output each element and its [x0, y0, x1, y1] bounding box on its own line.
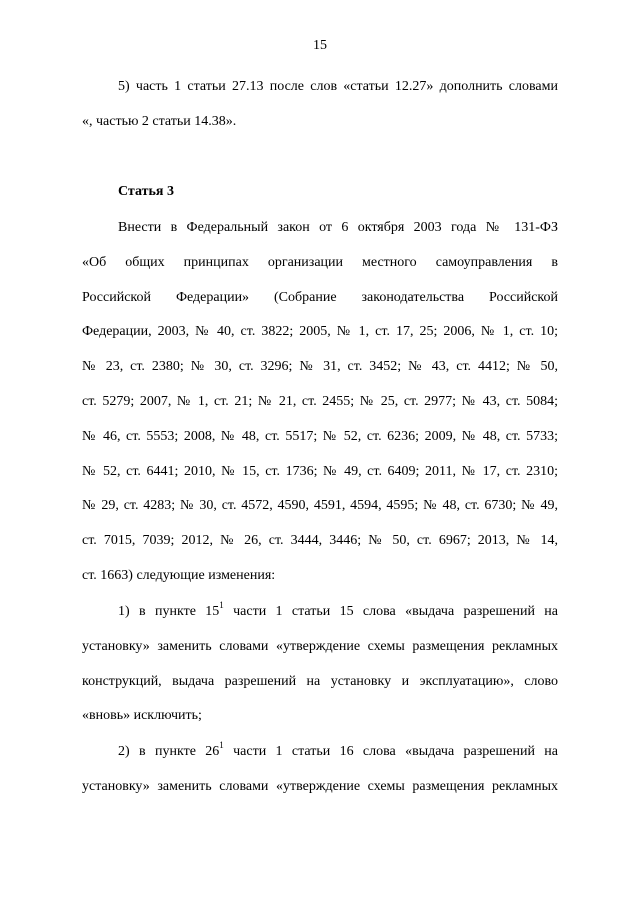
amendment-2-superscript: 1	[219, 740, 224, 751]
article-line-9: № 29, ст. 4283; № 30, ст. 4572, 4590, 4591, 4594, 4595; № 48, ст. 6730; № 49,	[82, 498, 558, 513]
amendment-1-pre: 1) в пункте 15	[118, 604, 220, 619]
article-line-4: Федерации, 2003, № 40, ст. 3822; 2005, № 1, ст. 17, 25; 2006, № 1, ст. 10;	[82, 324, 558, 339]
article-heading: Статья 3	[118, 184, 174, 199]
article-line-11: ст. 1663) следующие изменения:	[82, 568, 276, 583]
article-line-1: Внести в Федеральный закон от 6 октября 2003 года № 131-ФЗ	[118, 220, 558, 235]
article-line-10: ст. 7015, 7039; 2012, № 26, ст. 3444, 3446; № 50, ст. 6967; 2013, № 14,	[82, 533, 558, 548]
amendment-1-line-1	[118, 600, 559, 621]
page-number: 15	[313, 38, 327, 53]
article-line-2: «Об общих принципах организации местного самоуправления в	[82, 255, 558, 270]
article-line-3: Российской Федерации» (Собрание законодательства Российской	[82, 290, 558, 305]
item5-line-2: «, частью 2 статьи 14.38».	[82, 114, 237, 129]
amendment-1-superscript: 1	[219, 600, 224, 611]
amendment-1-line-2: установку» заменить словами «утверждение схемы размещения рекламных	[82, 639, 558, 654]
article-line-8: № 52, ст. 6441; 2010, № 15, ст. 1736; № 49, ст. 6409; 2011, № 17, ст. 2310;	[82, 464, 558, 479]
amendment-2-line-1	[118, 740, 559, 761]
article-line-5: № 23, ст. 2380; № 30, ст. 3296; № 31, ст. 3452; № 43, ст. 4412; № 50,	[82, 359, 558, 374]
amendment-1-line-4: «вновь» исключить;	[82, 708, 202, 723]
amendment-2-post: части 1 статьи 16 слова «выдача разрешений на	[223, 744, 559, 759]
amendment-2-pre: 2) в пункте 26	[118, 744, 220, 759]
amendment-1-post: части 1 статьи 15 слова «выдача разрешений на	[223, 604, 559, 619]
article-line-7: № 46, ст. 5553; 2008, № 48, ст. 5517; № 52, ст. 6236; 2009, № 48, ст. 5733;	[82, 429, 558, 444]
amendment-1-line-3: конструкций, выдача разрешений на установку и эксплуатацию», слово	[82, 674, 558, 689]
article-line-6: ст. 5279; 2007, № 1, ст. 21; № 21, ст. 2455; № 25, ст. 2977; № 43, ст. 5084;	[82, 394, 558, 409]
item5-line-1: 5) часть 1 статьи 27.13 после слов «статьи 12.27» дополнить словами	[118, 79, 558, 94]
amendment-2-line-2: установку» заменить словами «утверждение схемы размещения рекламных	[82, 779, 558, 794]
